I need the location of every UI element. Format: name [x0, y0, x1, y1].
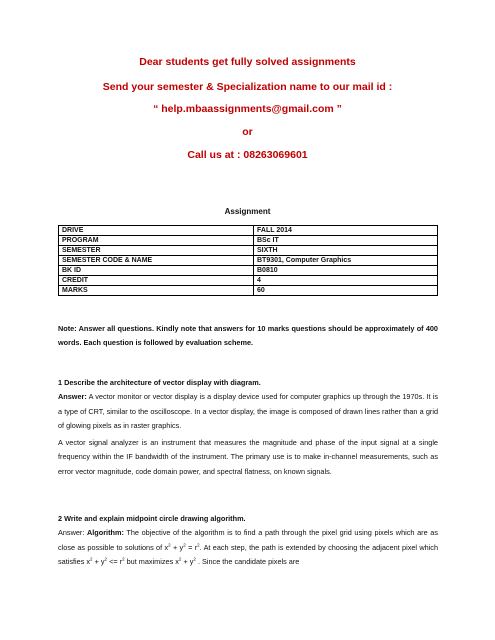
- q2-block: [58, 512, 438, 570]
- q2-text-i: . Since the candidate pixels are: [195, 557, 300, 567]
- q2-algorithm-label: Algorithm:: [87, 528, 124, 538]
- promo-email: “ help.mbaassignments@gmail.com ”: [153, 103, 342, 115]
- info-row: [59, 256, 438, 266]
- q2-answer-label: Answer:: [58, 528, 85, 538]
- q1-paragraph-2: A vector signal analyzer is an instrument that measures the magnitude and phase of the input signal at a single frequency within the IF bandwidth of the instrument. The primary use is to make in-channel measurements, such as error vector magnitude, code domain power, and spectral flatness, on known signals.: [58, 438, 438, 476]
- info-value: 60: [254, 286, 438, 296]
- info-value: BT9301, Computer Graphics: [254, 256, 438, 266]
- promo-line-2: Send your semester & Specialization name to our mail id :: [102, 81, 393, 93]
- q1-answer-text: A vector monitor or vector display is a display device used for computer graphics up through the 1970s. It is a type of CRT, similar to the oscilloscope. In a vector display, the image is composed of drawn lines rather than a grid of glowing pixels as in raster graphics.: [58, 392, 438, 431]
- q2-text-c: = r: [185, 542, 198, 552]
- q2-text-b: + y: [170, 542, 184, 552]
- q2-sup: 2: [168, 542, 171, 548]
- q2-text-f: <= r: [107, 557, 123, 567]
- q2-text-e: + y: [92, 557, 105, 567]
- promo-line-1: Dear students get fully solved assignments: [139, 56, 356, 68]
- q2-text-a: The objective of the algorithm is to find a path through the pixel grid using pixels which are as close as possible to solutions of x: [58, 528, 438, 552]
- info-row: [59, 286, 438, 296]
- q1-question: 1 Describe the architecture of vector display with diagram.: [58, 378, 261, 387]
- q2-text-d: . At each step, the path is extended by choosing the adjacent pixel which satisfies x: [58, 542, 439, 567]
- assignment-info-table: [58, 225, 438, 296]
- info-value: 4: [254, 276, 438, 286]
- info-key: PROGRAM: [59, 236, 254, 246]
- q2-sup: 2: [178, 556, 182, 562]
- info-key: DRIVE: [59, 226, 254, 236]
- q2-sup: 2: [197, 542, 200, 548]
- q2-text-h: + y: [181, 557, 194, 567]
- info-value: SIXTH: [254, 246, 438, 256]
- info-value: FALL 2014: [254, 226, 438, 236]
- q2-text-g: but maximizes x: [124, 557, 179, 567]
- info-value: BSc IT: [254, 236, 438, 246]
- assignment-title: Assignment: [224, 207, 271, 216]
- q2-sup: 2: [90, 556, 93, 562]
- info-key: SEMESTER: [59, 246, 254, 256]
- info-row: [59, 236, 438, 246]
- q2-question: 2 Write and explain midpoint circle drawing algorithm.: [58, 514, 246, 523]
- q2-answer: [58, 526, 438, 569]
- q1-answer: [58, 390, 438, 433]
- promo-phone: Call us at : 08263069601: [187, 149, 308, 161]
- q2-sup: 2: [122, 556, 125, 562]
- note-paragraph: Note: Answer all questions. Kindly note that answers for 10 marks questions should be approximately of 400 words. Each question is followed by evaluation scheme.: [58, 324, 438, 348]
- promo-or: or: [242, 126, 253, 138]
- q2-sup: 2: [193, 556, 196, 562]
- q1-block: [58, 376, 438, 434]
- info-row: [59, 246, 438, 256]
- info-row: [59, 226, 438, 236]
- q2-sup: 2: [183, 542, 186, 548]
- info-key: SEMESTER CODE & NAME: [59, 256, 254, 266]
- q2-sup: 2: [104, 556, 108, 562]
- info-row: [59, 276, 438, 286]
- info-key: MARKS: [59, 286, 254, 296]
- info-row: [59, 266, 438, 276]
- q1-answer-label: Answer:: [58, 392, 87, 402]
- info-key: CREDIT: [59, 276, 254, 286]
- info-value: B0810: [254, 266, 438, 276]
- info-key: BK ID: [59, 266, 254, 276]
